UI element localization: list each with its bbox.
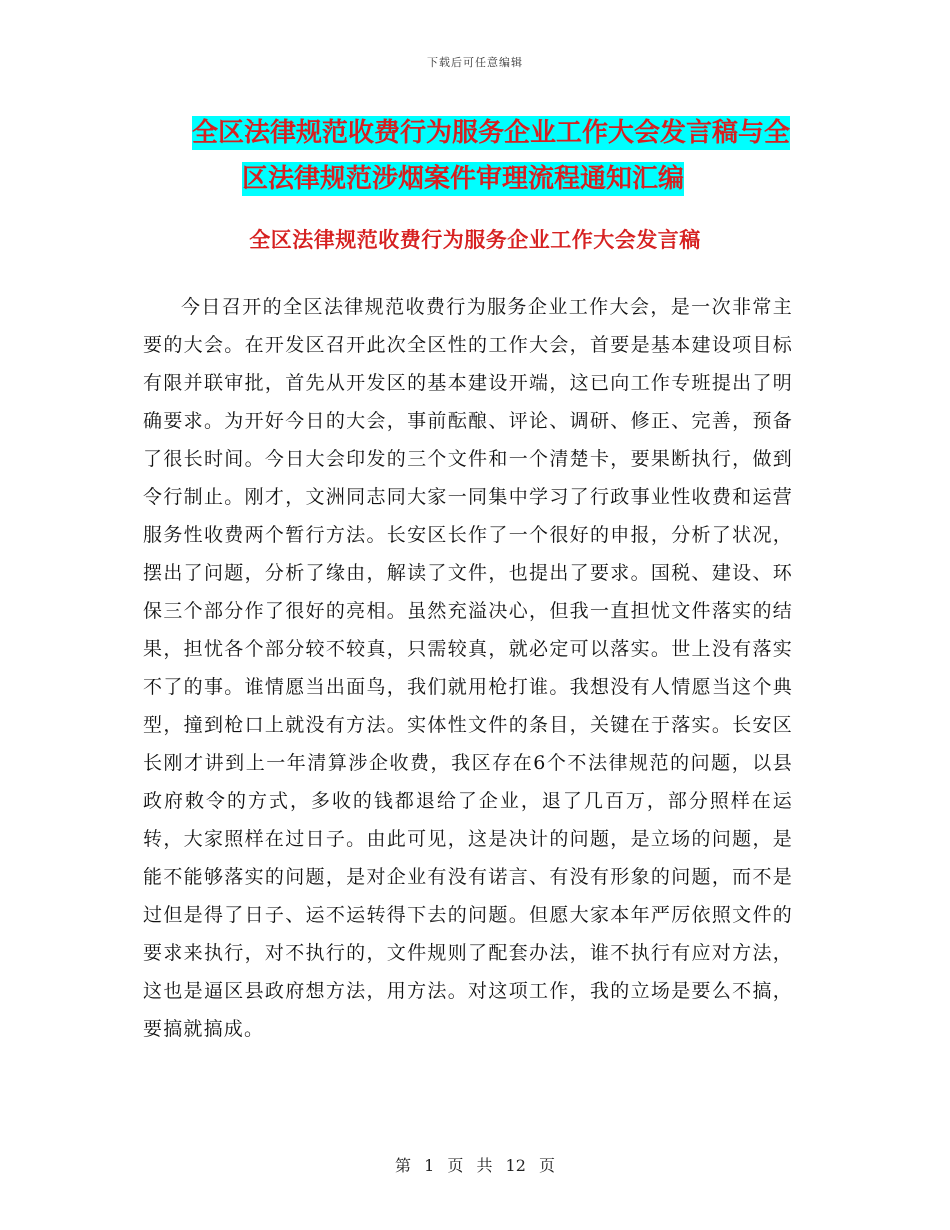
document-title bbox=[140, 110, 820, 202]
title-highlight-2: 区法律规范涉烟案件审理流程通知汇编 bbox=[242, 164, 685, 194]
document-title-line-2 bbox=[140, 156, 820, 202]
section-title: 全区法律规范收费行为服务企业工作大会发言稿 bbox=[249, 228, 701, 252]
page-header-note: 下载后可任意编辑 bbox=[427, 56, 523, 69]
title-highlight-1: 全区法律规范收费行为服务企业工作大会发言稿与全 bbox=[192, 118, 791, 148]
document-title-line-1 bbox=[140, 110, 820, 156]
page-number-footer: 第 1 页 共 12 页 bbox=[395, 1156, 555, 1175]
body-paragraph: 今日召开的全区法律规范收费行为服务企业工作大会，是一次非常主要的大会。在开发区召开此次全区性的工作大会，首要是基本建设项目标有限并联审批，首先从开发区的基本建设开端，这已向工作专班提出了明确要求。为开好今日的大会，事前酝酿、评论、调研、修正、完善，预备了很长时间。今日大会印发的三个文件和一个清楚卡，要果断执行，做到令行制止。刚才，文洲同志同大家一同集中学习了行政事业性收费和运营服务性收费两个暂行方法。长安区长作了一个很好的申报，分析了状况，摆出了问题，分析了缘由，解读了文件，也提出了要求。国税、建设、环保三个部分作了很好的亮相。虽然充溢决心，但我一直担忧文件落实的结果，担忧各个部分较不较真，只需较真，就必定可以落实。世上没有落实不了的事。谁情愿当出面鸟，我们就用枪打谁。我想没有人情愿当这个典型，撞到枪口上就没有方法。实体性文件的条目，关键在于落实。长安区长刚才讲到上一年清算涉企收费，我区存在6个不法律规范的问题，以县政府敕令的方式，多收的钱都退给了企业，退了几百万，部分照样在运转，大家照样在过日子。由此可见，这是决计的问题，是立场的问题，是能不能够落实的问题，是对企业有没有诺言、有没有形象的问题，而不是过但是得了日子、运不运转得下去的问题。但愿大家本年严厉依照文件的要求来执行，对不执行的，文件规则了配套办法，谁不执行有应对方法，这也是逼区县政府想方法，用方法。对这项工作，我的立场是要么不搞，要搞就搞成。 bbox=[143, 296, 793, 1040]
